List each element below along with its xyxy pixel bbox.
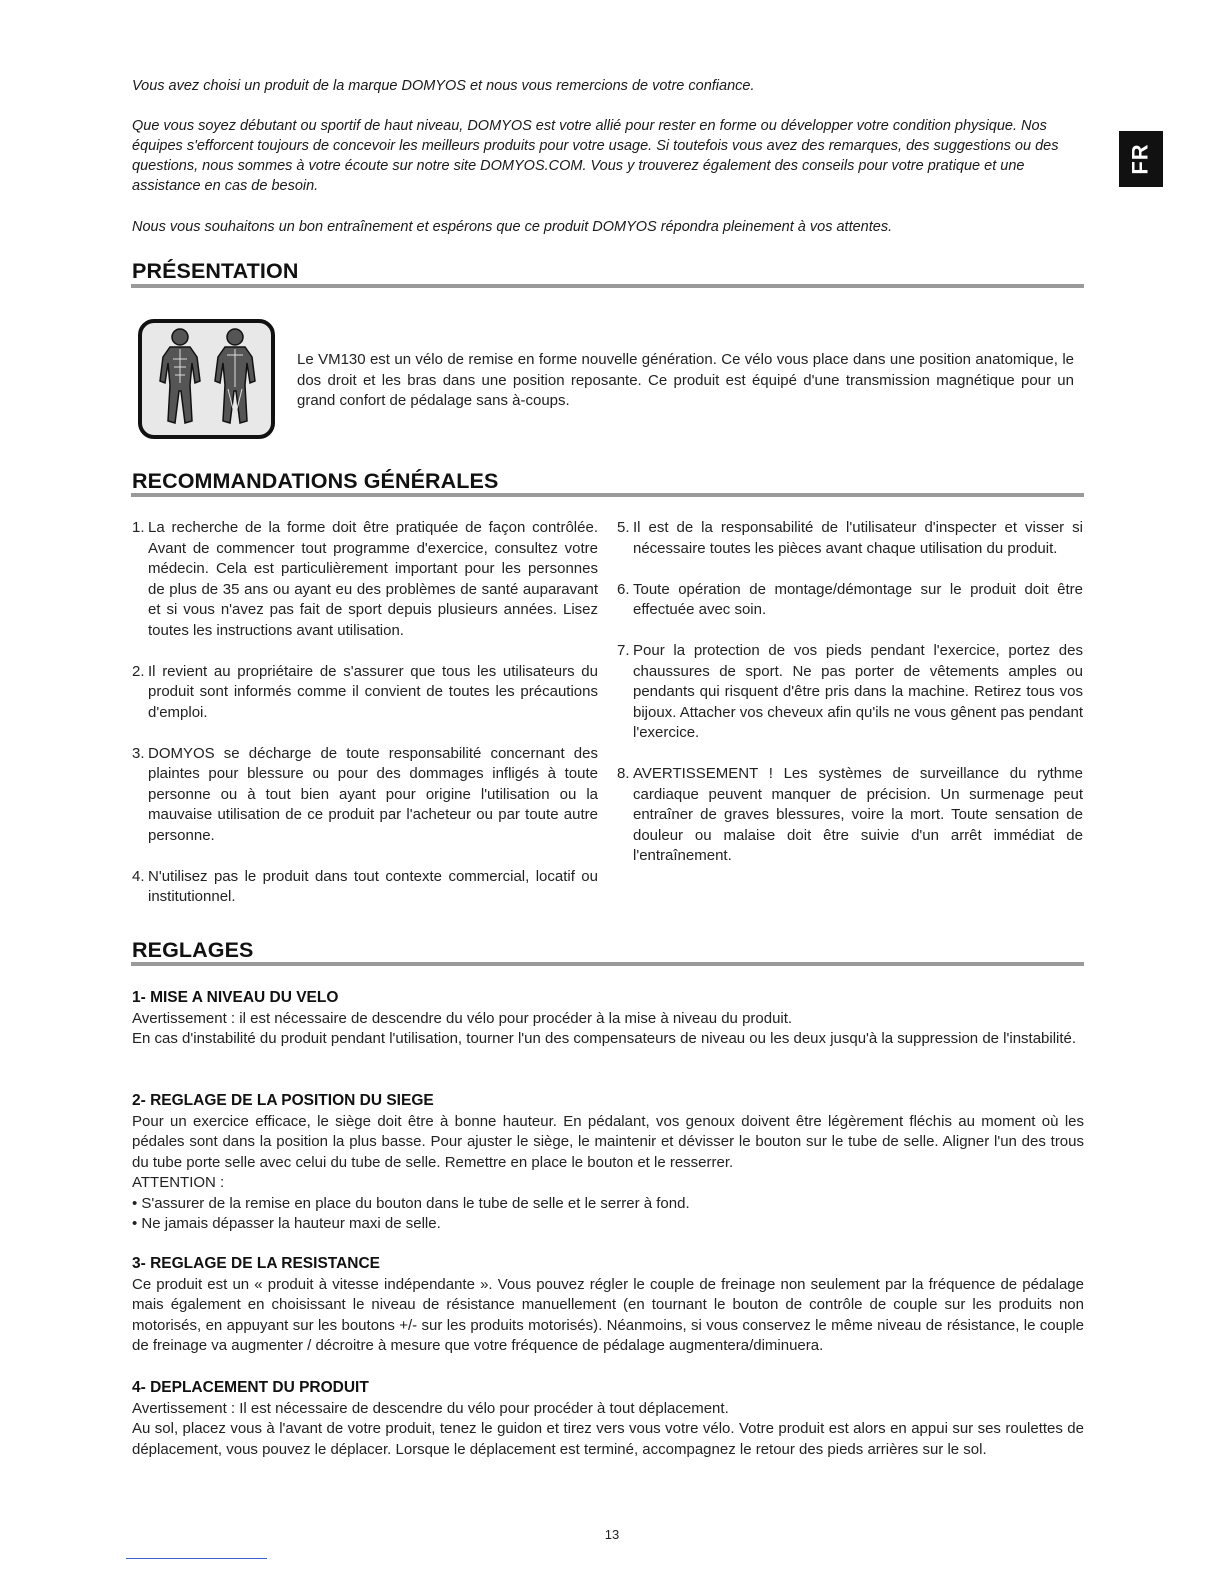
presentation-title: PRÉSENTATION bbox=[132, 259, 299, 283]
reglage-section-1 bbox=[132, 988, 1084, 1050]
recommandations-title: RECOMMANDATIONS GÉNÉRALES bbox=[132, 469, 499, 493]
reglage-1-text: En cas d'instabilité du produit pendant l'utilisation, tourner l'un des compensateurs de niveau ou les deux jusqu'à la suppression de l'instabilité. bbox=[132, 1030, 1077, 1047]
reglages-title: REGLAGES bbox=[132, 938, 254, 962]
body-figures-icon bbox=[142, 323, 271, 435]
reglage-4-warning: Avertissement : Il est nécessaire de descendre du vélo pour procéder à tout déplacement. bbox=[132, 1399, 729, 1417]
intro-paragraph-1: Vous avez choisi un produit de la marque DOMYOS et nous vous remercions de votre confiance. bbox=[132, 78, 755, 94]
recommandation-item bbox=[132, 744, 598, 847]
language-tab bbox=[1119, 131, 1163, 187]
reglage-4-title: 4- DEPLACEMENT DU PRODUIT bbox=[132, 1379, 369, 1396]
presentation-text: Le VM130 est un vélo de remise en forme nouvelle génération. Ce vélo vous place dans une position anatomique, le dos droit et les bras dans une position reposante. Ce produit est équipé d'une transmission magnétique pour un grand confort de pédalage sans à-coups. bbox=[297, 351, 1074, 409]
item-number: 6. bbox=[617, 580, 630, 598]
reglage-4-text: Au sol, placez vous à l'avant de votre produit, tenez le guidon et tirez vers vous votre vélo. Votre produit est alors en appui sur ses roulettes de déplacement, vous pouvez le déplacer. Lorsque le déplacement est terminé, accompagnez le retour des pieds arrières sur le sol. bbox=[132, 1420, 1084, 1458]
item-text: AVERTISSEMENT ! Les systèmes de surveillance du rythme cardiaque peuvent manquer de précision. Un surmenage peut entraîner de graves blessures, voire la mort. Toute sensation de douleur ou malaise doit être suivie d'un arrêt immédiat de l'entraînement. bbox=[633, 765, 1083, 864]
item-number: 7. bbox=[617, 642, 630, 659]
item-text: Toute opération de montage/démontage sur le produit doit être effectuée avec soin. bbox=[633, 580, 1083, 618]
reglage-section-2 bbox=[132, 1091, 1084, 1235]
item-number: 3. bbox=[132, 744, 145, 762]
item-text: Pour la protection de vos pieds pendant l'exercice, portez des chaussures de sport. Ne pas porter de vêtements amples ou pendants qui risquent d'être pris dans la machine. Retirez tous vos bijoux. Attacher vos cheveux afin qu'ils ne vous gênent pas pendant l'exercice. bbox=[633, 642, 1083, 741]
reglage-3-text: Ce produit est un « produit à vitesse indépendante ». Vous pouvez régler le couple de freinage non seulement par la fréquence de pédalage mais également en choisissant le niveau de résistance manuellement (en tournant le bouton de contrôle de couple sur les produits non motorisés, en appuyant sur les boutons +/- sur les produits motorisés). Néanmoins, si vous conservez le même niveau de résistance, le couple de freinage va augmenter / décroitre à mesure que votre fréquence de pédalage augmentera/diminuera. bbox=[132, 1275, 1084, 1354]
reglage-1-title: 1- MISE A NIVEAU DU VELO bbox=[132, 989, 339, 1006]
item-number: 5. bbox=[617, 519, 630, 536]
recommandation-item bbox=[132, 867, 598, 908]
recommandations-right-column bbox=[617, 518, 1083, 887]
language-tab-label: FR bbox=[1127, 143, 1153, 175]
item-text: La recherche de la forme doit être pratiquée de façon contrôlée. Avant de commencer tout programme d'exercice, consultez votre médecin. Cela est particulièrement important pour les personnes de plus de 35 ans ou ayant eu des problèmes de santé auparavant et si vous n'avez pas fait de sport depuis plusieurs années. Lisez toutes les instructions avant utilisation. bbox=[148, 519, 598, 639]
reglage-2-bullet: • S'assurer de la remise en place du bouton dans le tube de selle et le serrer à fond. bbox=[132, 1194, 690, 1212]
reglage-section-4 bbox=[132, 1378, 1084, 1460]
item-number: 2. bbox=[132, 662, 145, 680]
recommandation-item bbox=[617, 580, 1083, 621]
item-number: 1. bbox=[132, 519, 145, 536]
intro-paragraph-2: Que vous soyez débutant ou sportif de haut niveau, DOMYOS est votre allié pour rester en forme ou développer votre condition physique. Nos équipes s'efforcent toujours de concevoir les meilleurs produits pour votre usage. Si toutefois vous avez des remarques, des suggestions ou des questions, nous sommes à votre écoute sur notre site DOMYOS.COM. Vous y trouverez également des conseils pour votre pratique et une assistance en cas de besoin. bbox=[132, 118, 1059, 194]
reglage-1-warning: Avertissement : il est nécessaire de descendre du vélo pour procéder à la mise à niveau du produit. bbox=[132, 1009, 793, 1027]
recommandation-item bbox=[132, 662, 598, 724]
recommandation-item bbox=[617, 518, 1083, 559]
item-number: 4. bbox=[132, 867, 145, 885]
page-number: 13 bbox=[604, 1527, 620, 1542]
item-number: 8. bbox=[617, 765, 630, 782]
reglage-3-title: 3- REGLAGE DE LA RESISTANCE bbox=[132, 1255, 381, 1272]
presentation-divider bbox=[131, 284, 1084, 288]
reglage-2-text: Pour un exercice efficace, le siège doit être à bonne hauteur. En pédalant, vos genoux doivent être légèrement fléchis au moment où les pédales sont dans la position la plus basse. Pour ajuster le siège, le maintenir et dévisser le bouton sur le tube de selle. Aligner l'un des trous du tube porte selle avec celui du tube de selle. Remettre en place le bouton et le resserrer. bbox=[132, 1112, 1084, 1171]
intro-paragraph-3: Nous vous souhaitons un bon entraînement et espérons que ce produit DOMYOS répondra pleinement à vos attentes. bbox=[132, 219, 893, 235]
item-text: Il revient au propriétaire de s'assurer que tous les utilisateurs du produit sont informés comme il convient de toutes les précautions d'emploi. bbox=[148, 662, 598, 721]
item-text: N'utilisez pas le produit dans tout contexte commercial, locatif ou institutionnel. bbox=[148, 867, 598, 905]
recommandations-left-column bbox=[132, 518, 598, 928]
muscle-body-icon bbox=[138, 319, 275, 439]
recommandation-item bbox=[617, 641, 1083, 744]
reglage-2-bullet: • Ne jamais dépasser la hauteur maxi de selle. bbox=[132, 1215, 441, 1232]
recommandations-divider bbox=[131, 493, 1084, 497]
reglage-2-attention: ATTENTION : bbox=[132, 1174, 225, 1191]
item-text: Il est de la responsabilité de l'utilisateur d'inspecter et visser si nécessaire toutes les pièces avant chaque utilisation du produit. bbox=[633, 519, 1083, 557]
footer-link-underline bbox=[126, 1558, 267, 1559]
reglages-divider bbox=[131, 962, 1084, 966]
reglage-2-title: 2- REGLAGE DE LA POSITION DU SIEGE bbox=[132, 1092, 434, 1109]
reglage-section-3 bbox=[132, 1254, 1084, 1357]
recommandation-item bbox=[617, 764, 1083, 867]
recommandation-item bbox=[132, 518, 598, 641]
item-text: DOMYOS se décharge de toute responsabilité concernant des plaintes pour blessure ou pour des dommages infligés à toute personne ou à tout bien ayant pour origine l'utilisation ou la mauvaise utilisation de ce produit par l'acheteur ou par toute autre personne. bbox=[148, 744, 598, 844]
